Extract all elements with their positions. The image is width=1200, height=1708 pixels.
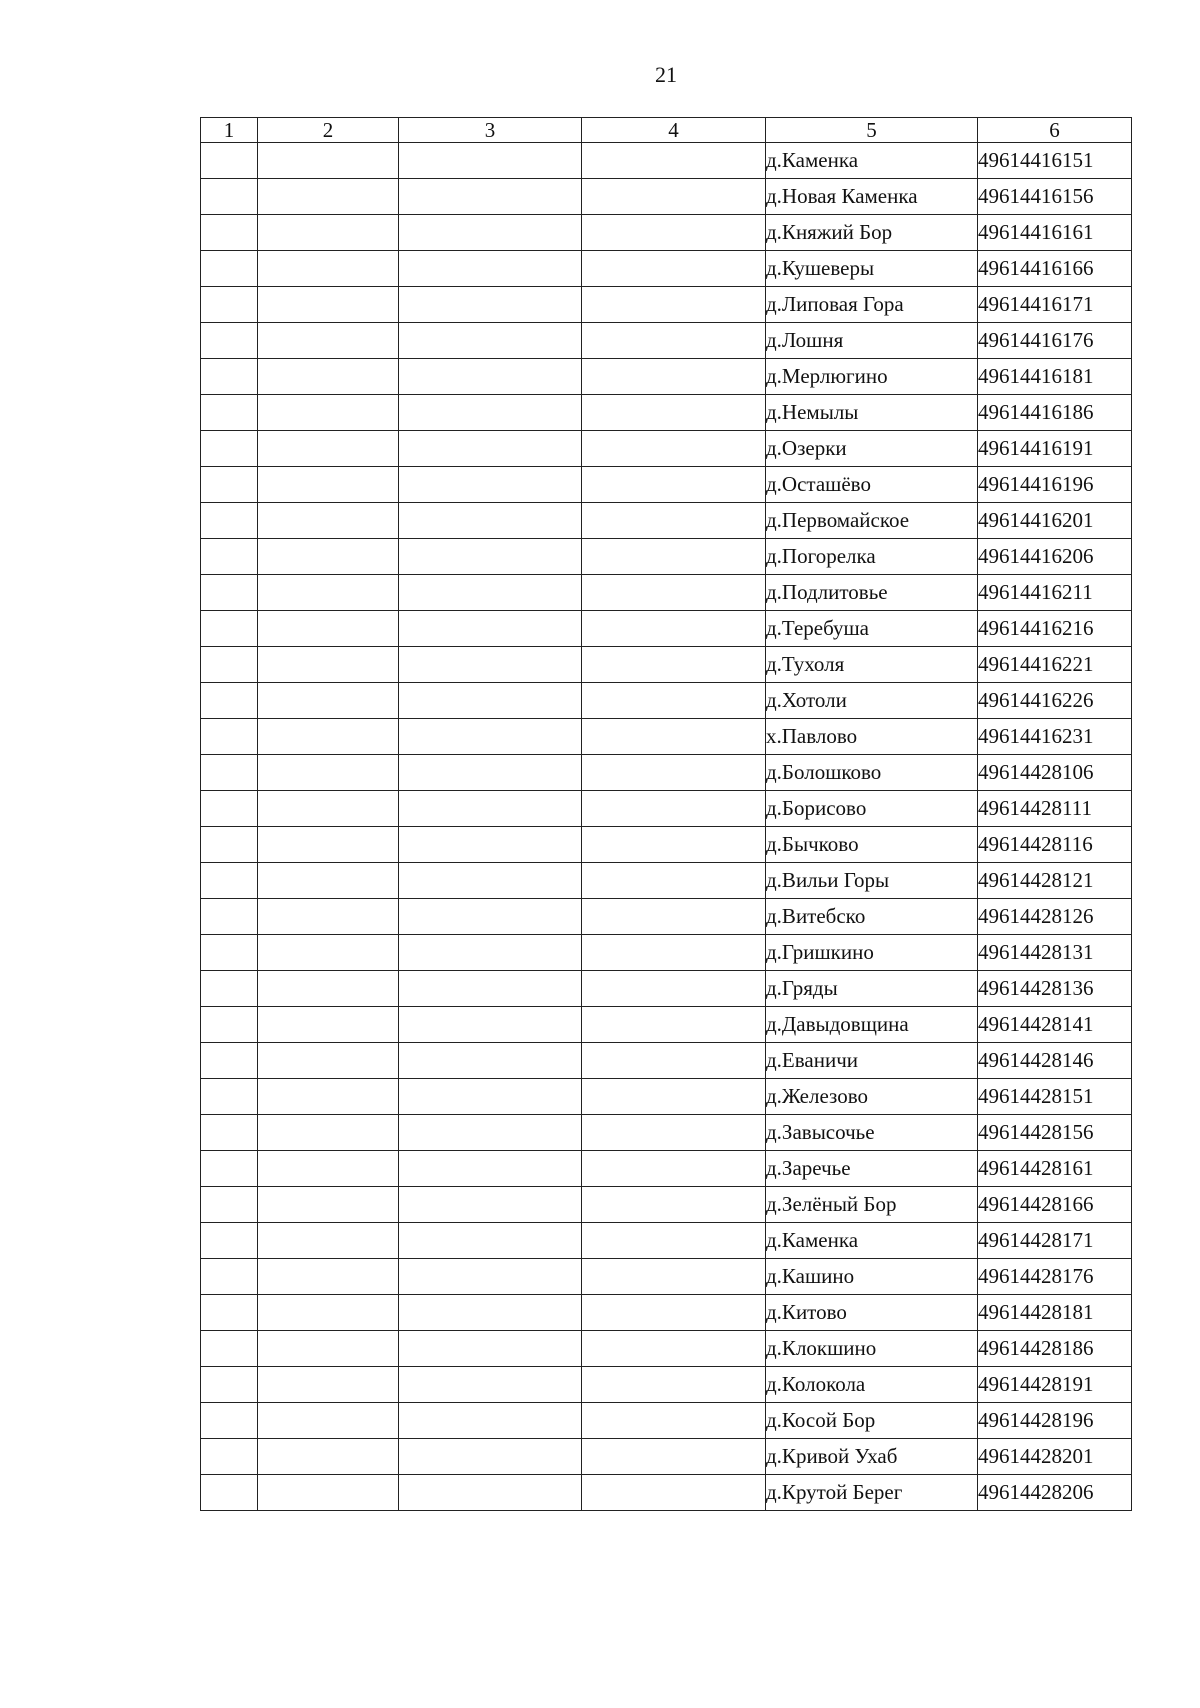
table-row (201, 539, 1132, 575)
settlement-name-cell: д.Железово (766, 1079, 978, 1115)
col-3-cell (399, 323, 582, 359)
oktmo-code-cell: 49614416206 (978, 539, 1132, 575)
col-3-cell (399, 251, 582, 287)
col-1-cell (201, 1367, 258, 1403)
col-4-cell (582, 1259, 766, 1295)
table-row (201, 1259, 1132, 1295)
col-4-cell (582, 791, 766, 827)
table-row (201, 1007, 1132, 1043)
table-row (201, 395, 1132, 431)
settlement-name-cell: д.Каменка (766, 143, 978, 179)
oktmo-code-cell: 49614428171 (978, 1223, 1132, 1259)
col-4-cell (582, 1115, 766, 1151)
column-header-4: 4 (582, 118, 766, 143)
col-3-cell (399, 179, 582, 215)
settlement-name-cell: д.Крутой Берег (766, 1475, 978, 1511)
col-2-cell (258, 359, 399, 395)
col-2-cell (258, 1439, 399, 1475)
col-1-cell (201, 179, 258, 215)
table-row (201, 827, 1132, 863)
table-row (201, 719, 1132, 755)
col-3-cell (399, 539, 582, 575)
col-4-cell (582, 251, 766, 287)
col-1-cell (201, 503, 258, 539)
col-3-cell (399, 1151, 582, 1187)
table-row (201, 899, 1132, 935)
col-2-cell (258, 1043, 399, 1079)
settlement-name-cell: д.Болошково (766, 755, 978, 791)
col-4-cell (582, 287, 766, 323)
col-3-cell (399, 863, 582, 899)
table-row (201, 1295, 1132, 1331)
settlement-name-cell: д.Новая Каменка (766, 179, 978, 215)
oktmo-code-cell: 49614416216 (978, 611, 1132, 647)
col-3-cell (399, 1439, 582, 1475)
col-1-cell (201, 1187, 258, 1223)
oktmo-code-cell: 49614428181 (978, 1295, 1132, 1331)
col-1-cell (201, 1331, 258, 1367)
col-3-cell (399, 719, 582, 755)
col-3-cell (399, 791, 582, 827)
col-3-cell (399, 1295, 582, 1331)
col-4-cell (582, 1223, 766, 1259)
col-3-cell (399, 1115, 582, 1151)
col-4-cell (582, 467, 766, 503)
oktmo-code-cell: 49614428116 (978, 827, 1132, 863)
col-1-cell (201, 1043, 258, 1079)
col-3-cell (399, 287, 582, 323)
table-row (201, 791, 1132, 827)
table-header (201, 118, 1132, 143)
col-1-cell (201, 647, 258, 683)
col-4-cell (582, 863, 766, 899)
col-2-cell (258, 1367, 399, 1403)
col-1-cell (201, 323, 258, 359)
oktmo-code-cell: 49614416226 (978, 683, 1132, 719)
oktmo-code-cell: 49614428191 (978, 1367, 1132, 1403)
col-2-cell (258, 1295, 399, 1331)
table-row (201, 755, 1132, 791)
col-4-cell (582, 503, 766, 539)
col-3-cell (399, 935, 582, 971)
col-2-cell (258, 899, 399, 935)
settlement-name-cell: д.Китово (766, 1295, 978, 1331)
table-row (201, 1187, 1132, 1223)
page-number: 21 (655, 62, 677, 87)
settlement-name-cell: д.Вильи Горы (766, 863, 978, 899)
col-2-cell (258, 323, 399, 359)
oktmo-code-cell: 49614428186 (978, 1331, 1132, 1367)
col-2-cell (258, 539, 399, 575)
table-row (201, 611, 1132, 647)
table-row (201, 971, 1132, 1007)
table-row (201, 935, 1132, 971)
col-4-cell (582, 431, 766, 467)
col-1-cell (201, 1403, 258, 1439)
col-4-cell (582, 323, 766, 359)
col-2-cell (258, 215, 399, 251)
table-row (201, 647, 1132, 683)
settlement-name-cell: д.Колокола (766, 1367, 978, 1403)
oktmo-code-cell: 49614428136 (978, 971, 1132, 1007)
column-header-5: 5 (766, 118, 978, 143)
col-1-cell (201, 755, 258, 791)
oktmo-code-cell: 49614416176 (978, 323, 1132, 359)
oktmo-code-cell: 49614416196 (978, 467, 1132, 503)
col-1-cell (201, 143, 258, 179)
col-2-cell (258, 179, 399, 215)
col-2-cell (258, 1151, 399, 1187)
settlement-name-cell: д.Озерки (766, 431, 978, 467)
settlement-name-cell: д.Кривой Ухаб (766, 1439, 978, 1475)
col-2-cell (258, 1331, 399, 1367)
settlement-name-cell: д.Погорелка (766, 539, 978, 575)
col-3-cell (399, 143, 582, 179)
settlement-name-cell: д.Осташёво (766, 467, 978, 503)
col-2-cell (258, 935, 399, 971)
col-2-cell (258, 863, 399, 899)
settlement-name-cell: д.Косой Бор (766, 1403, 978, 1439)
col-2-cell (258, 1223, 399, 1259)
col-1-cell (201, 971, 258, 1007)
table-row (201, 1331, 1132, 1367)
col-4-cell (582, 755, 766, 791)
col-2-cell (258, 251, 399, 287)
settlement-name-cell: д.Теребуша (766, 611, 978, 647)
oktmo-code-cell: 49614428196 (978, 1403, 1132, 1439)
table-row (201, 1151, 1132, 1187)
oktmo-code-cell: 49614428106 (978, 755, 1132, 791)
col-3-cell (399, 827, 582, 863)
col-4-cell (582, 215, 766, 251)
settlement-name-cell: д.Тухоля (766, 647, 978, 683)
table-body (201, 143, 1132, 1511)
col-1-cell (201, 539, 258, 575)
col-2-cell (258, 143, 399, 179)
col-2-cell (258, 719, 399, 755)
col-4-cell (582, 1475, 766, 1511)
col-4-cell (582, 1043, 766, 1079)
settlement-name-cell: д.Липовая Гора (766, 287, 978, 323)
col-1-cell (201, 395, 258, 431)
col-2-cell (258, 683, 399, 719)
settlement-name-cell: д.Каменка (766, 1223, 978, 1259)
oktmo-code-cell: 49614428201 (978, 1439, 1132, 1475)
oktmo-code-cell: 49614416171 (978, 287, 1132, 323)
oktmo-code-cell: 49614416181 (978, 359, 1132, 395)
oktmo-code-cell: 49614428131 (978, 935, 1132, 971)
col-1-cell (201, 1439, 258, 1475)
col-2-cell (258, 1403, 399, 1439)
col-3-cell (399, 899, 582, 935)
col-1-cell (201, 467, 258, 503)
col-1-cell (201, 1475, 258, 1511)
settlement-name-cell: д.Еваничи (766, 1043, 978, 1079)
settlement-name-cell: д.Мерлюгино (766, 359, 978, 395)
oktmo-code-cell: 49614428126 (978, 899, 1132, 935)
table-row (201, 683, 1132, 719)
oktmo-code-cell: 49614416151 (978, 143, 1132, 179)
col-3-cell (399, 503, 582, 539)
col-1-cell (201, 215, 258, 251)
table-row (201, 359, 1132, 395)
col-4-cell (582, 647, 766, 683)
oktmo-code-cell: 49614416191 (978, 431, 1132, 467)
col-1-cell (201, 1259, 258, 1295)
table-row (201, 1403, 1132, 1439)
settlement-name-cell: д.Завысочье (766, 1115, 978, 1151)
col-2-cell (258, 1259, 399, 1295)
col-1-cell (201, 827, 258, 863)
settlement-name-cell: д.Витебско (766, 899, 978, 935)
col-4-cell (582, 1007, 766, 1043)
oktmo-code-cell: 49614428206 (978, 1475, 1132, 1511)
col-3-cell (399, 1223, 582, 1259)
col-1-cell (201, 899, 258, 935)
col-3-cell (399, 1079, 582, 1115)
oktmo-code-cell: 49614428141 (978, 1007, 1132, 1043)
settlement-name-cell: д.Гришкино (766, 935, 978, 971)
oktmo-code-cell: 49614416186 (978, 395, 1132, 431)
col-2-cell (258, 611, 399, 647)
col-4-cell (582, 359, 766, 395)
col-3-cell (399, 647, 582, 683)
settlement-name-cell: д.Гряды (766, 971, 978, 1007)
col-4-cell (582, 719, 766, 755)
col-3-cell (399, 1259, 582, 1295)
col-2-cell (258, 1187, 399, 1223)
table-row (201, 503, 1132, 539)
col-3-cell (399, 971, 582, 1007)
col-2-cell (258, 827, 399, 863)
table-row (201, 575, 1132, 611)
col-4-cell (582, 1331, 766, 1367)
col-2-cell (258, 287, 399, 323)
settlement-name-cell: х.Павлово (766, 719, 978, 755)
oktmo-code-cell: 49614428176 (978, 1259, 1132, 1295)
col-3-cell (399, 395, 582, 431)
col-4-cell (582, 1187, 766, 1223)
col-1-cell (201, 1295, 258, 1331)
col-1-cell (201, 287, 258, 323)
column-header-2: 2 (258, 118, 399, 143)
header-row (201, 118, 1132, 143)
table-row (201, 1115, 1132, 1151)
col-4-cell (582, 935, 766, 971)
col-3-cell (399, 431, 582, 467)
column-header-6: 6 (978, 118, 1132, 143)
col-4-cell (582, 1439, 766, 1475)
col-3-cell (399, 755, 582, 791)
col-4-cell (582, 575, 766, 611)
table-row (201, 1439, 1132, 1475)
oktmo-code-cell: 49614428156 (978, 1115, 1132, 1151)
col-1-cell (201, 251, 258, 287)
oktmo-code-cell: 49614428151 (978, 1079, 1132, 1115)
oktmo-code-cell: 49614428121 (978, 863, 1132, 899)
settlement-name-cell: д.Клокшино (766, 1331, 978, 1367)
table-row (201, 1367, 1132, 1403)
col-1-cell (201, 611, 258, 647)
table-row (201, 323, 1132, 359)
table-row (201, 1043, 1132, 1079)
settlement-name-cell: д.Немылы (766, 395, 978, 431)
table-row (201, 143, 1132, 179)
settlement-name-cell: д.Лошня (766, 323, 978, 359)
col-2-cell (258, 791, 399, 827)
oktmo-code-cell: 49614428166 (978, 1187, 1132, 1223)
col-3-cell (399, 611, 582, 647)
col-2-cell (258, 1475, 399, 1511)
col-4-cell (582, 1295, 766, 1331)
settlement-name-cell: д.Заречье (766, 1151, 978, 1187)
col-4-cell (582, 539, 766, 575)
col-2-cell (258, 503, 399, 539)
col-2-cell (258, 395, 399, 431)
oktmo-code-cell: 49614416161 (978, 215, 1132, 251)
col-4-cell (582, 1403, 766, 1439)
col-4-cell (582, 971, 766, 1007)
col-4-cell (582, 827, 766, 863)
col-3-cell (399, 1403, 582, 1439)
oktmo-code-cell: 49614416166 (978, 251, 1132, 287)
settlement-name-cell: д.Хотоли (766, 683, 978, 719)
col-3-cell (399, 1367, 582, 1403)
col-4-cell (582, 611, 766, 647)
col-1-cell (201, 1007, 258, 1043)
column-header-1: 1 (201, 118, 258, 143)
column-header-3: 3 (399, 118, 582, 143)
table-row (201, 1079, 1132, 1115)
col-3-cell (399, 1475, 582, 1511)
settlement-name-cell: д.Давыдовщина (766, 1007, 978, 1043)
oktmo-code-cell: 49614428111 (978, 791, 1132, 827)
settlement-name-cell: д.Княжий Бор (766, 215, 978, 251)
col-4-cell (582, 1367, 766, 1403)
col-2-cell (258, 1115, 399, 1151)
oktmo-code-cell: 49614416156 (978, 179, 1132, 215)
col-2-cell (258, 1007, 399, 1043)
col-3-cell (399, 359, 582, 395)
table-row (201, 287, 1132, 323)
col-3-cell (399, 683, 582, 719)
settlement-name-cell: д.Подлитовье (766, 575, 978, 611)
table-row (201, 215, 1132, 251)
table-row (201, 1223, 1132, 1259)
col-4-cell (582, 395, 766, 431)
col-1-cell (201, 935, 258, 971)
settlement-name-cell: д.Кушеверы (766, 251, 978, 287)
col-3-cell (399, 575, 582, 611)
col-1-cell (201, 1079, 258, 1115)
settlements-table (200, 117, 1132, 1511)
col-3-cell (399, 215, 582, 251)
col-4-cell (582, 143, 766, 179)
col-1-cell (201, 1115, 258, 1151)
col-4-cell (582, 1079, 766, 1115)
col-4-cell (582, 899, 766, 935)
settlement-name-cell: д.Борисово (766, 791, 978, 827)
col-1-cell (201, 863, 258, 899)
col-4-cell (582, 1151, 766, 1187)
col-3-cell (399, 1187, 582, 1223)
col-2-cell (258, 431, 399, 467)
col-1-cell (201, 1223, 258, 1259)
table-row (201, 251, 1132, 287)
col-2-cell (258, 467, 399, 503)
col-3-cell (399, 1331, 582, 1367)
col-4-cell (582, 683, 766, 719)
oktmo-code-cell: 49614428146 (978, 1043, 1132, 1079)
col-1-cell (201, 575, 258, 611)
settlement-name-cell: д.Бычково (766, 827, 978, 863)
oktmo-code-cell: 49614416211 (978, 575, 1132, 611)
table-row (201, 1475, 1132, 1511)
col-1-cell (201, 683, 258, 719)
table-row (201, 431, 1132, 467)
settlement-name-cell: д.Кашино (766, 1259, 978, 1295)
table-row (201, 179, 1132, 215)
table-row (201, 467, 1132, 503)
oktmo-code-cell: 49614416201 (978, 503, 1132, 539)
col-1-cell (201, 791, 258, 827)
col-2-cell (258, 647, 399, 683)
col-1-cell (201, 359, 258, 395)
col-3-cell (399, 467, 582, 503)
col-4-cell (582, 179, 766, 215)
col-2-cell (258, 971, 399, 1007)
col-2-cell (258, 575, 399, 611)
oktmo-code-cell: 49614416231 (978, 719, 1132, 755)
oktmo-code-cell: 49614428161 (978, 1151, 1132, 1187)
col-1-cell (201, 1151, 258, 1187)
table-row (201, 863, 1132, 899)
col-1-cell (201, 431, 258, 467)
col-3-cell (399, 1043, 582, 1079)
oktmo-code-cell: 49614416221 (978, 647, 1132, 683)
col-2-cell (258, 755, 399, 791)
col-3-cell (399, 1007, 582, 1043)
col-2-cell (258, 1079, 399, 1115)
col-1-cell (201, 719, 258, 755)
settlement-name-cell: д.Зелёный Бор (766, 1187, 978, 1223)
settlement-name-cell: д.Первомайское (766, 503, 978, 539)
